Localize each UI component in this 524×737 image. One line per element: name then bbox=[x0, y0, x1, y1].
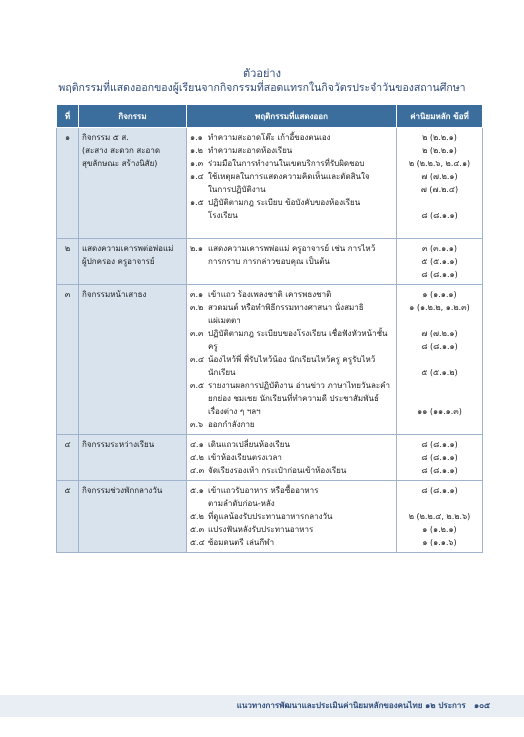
behavior-text: ปฏิบัติตามกฎ ระเบียบ ข้อบังคับของห้องเรียน bbox=[208, 198, 361, 207]
behavior-text: การกราบ การกล่าวขอบคุณ เป็นต้น bbox=[208, 257, 330, 266]
behavior-line bbox=[190, 379, 393, 392]
behavior-number bbox=[190, 392, 208, 405]
indicator-cell bbox=[397, 239, 483, 285]
behavior-text: รายงานผลการปฏิบัติงาน อ่านข่าว ภาษาไทยวันละคำ bbox=[208, 381, 390, 390]
indicator-value: ๓ (๓.๑.๑) bbox=[422, 244, 457, 253]
behavior-line bbox=[190, 438, 393, 451]
behavior-line bbox=[190, 536, 393, 549]
behavior-number: ๔.๓ bbox=[190, 466, 205, 475]
behavior-number: ๔.๒ bbox=[190, 453, 204, 462]
indicator-cell bbox=[397, 285, 483, 435]
indicator-value: ๘ (๘.๑.๑) bbox=[421, 211, 458, 220]
activity-cell bbox=[79, 285, 187, 435]
indicator-value: ๘ (๘.๑.๑) bbox=[421, 342, 458, 351]
behavior-text: ซ้อมดนตรี เล่นกีฬา bbox=[208, 538, 275, 547]
table-row bbox=[57, 128, 483, 239]
behavior-number: ๓.๑ bbox=[190, 290, 204, 299]
behavior-line bbox=[190, 288, 393, 301]
behavior-number: ๓.๓ bbox=[190, 329, 204, 338]
activity-line: กิจกรรมระหว่างเรียน bbox=[82, 440, 155, 449]
behavior-number bbox=[190, 366, 208, 379]
behavior-number: ๒.๑ bbox=[190, 244, 203, 253]
behavior-number: ๓.๖ bbox=[190, 420, 204, 429]
activity-line: (สะสาง สะดวก สะอาด bbox=[82, 146, 161, 155]
behavior-cell bbox=[187, 481, 397, 553]
indicator-cell bbox=[397, 128, 483, 239]
footer-text bbox=[237, 699, 490, 712]
behavior-line bbox=[190, 255, 393, 268]
indicator-value: ๒ (๒.๒.๖, ๒.๔.๑) bbox=[408, 159, 471, 168]
header-behavior: พฤติกรรมที่แสดงออก bbox=[187, 105, 397, 128]
behavior-line bbox=[190, 405, 393, 418]
behavior-line bbox=[190, 183, 393, 196]
indicator-value: ๑ (๑.๑.๑) bbox=[422, 290, 457, 299]
behavior-line bbox=[190, 314, 393, 327]
behavior-line bbox=[190, 418, 393, 431]
behavior-number bbox=[190, 255, 208, 268]
indicator-value: ๕ (๕.๑.๑) bbox=[421, 257, 458, 266]
caption-subtitle: พฤติกรรมที่แสดงออกของผู้เรียนจากกิจกรรมที่สอดแทรกในกิจวัตรประจำวันของสถานศึกษา bbox=[58, 82, 466, 94]
behavior-line bbox=[190, 196, 393, 209]
row-number: ๑ bbox=[57, 128, 79, 239]
indicator-value: ๗ (๗.๒.๑) bbox=[421, 172, 458, 181]
behavior-text: ทำความสะอาดโต๊ะ เก้าอี้ของตนเอง bbox=[208, 133, 331, 142]
activity-cell bbox=[79, 435, 187, 481]
header-no: ที่ bbox=[57, 105, 79, 128]
behavior-line bbox=[190, 301, 393, 314]
activity-line: ผู้ปกครอง ครูอาจารย์ bbox=[82, 257, 155, 266]
activity-line: กิจกรรมหน้าเสาธง bbox=[82, 290, 147, 299]
behavior-line bbox=[190, 353, 393, 366]
indicator-value: ๗ (๗.๒.๑) bbox=[421, 329, 458, 338]
page-number: ๑๐๕ bbox=[473, 701, 490, 710]
activity-line: กิจกรรมช่วงพักกลางวัน bbox=[82, 486, 163, 495]
activity-line: กิจกรรม ๕ ส. bbox=[82, 133, 129, 142]
table-row bbox=[57, 285, 483, 435]
behavior-line bbox=[190, 464, 393, 477]
behavior-line bbox=[190, 144, 393, 157]
footer-title: แนวทางการพัฒนาและประเมินค่านิยมหลักของคนไทย ๑๒ ประการ bbox=[236, 701, 466, 710]
behavior-number: ๑.๕ bbox=[190, 198, 204, 207]
behavior-line bbox=[190, 157, 393, 170]
activity-cell bbox=[79, 128, 187, 239]
indicator-value: ๘ (๘.๑.๑) bbox=[421, 466, 458, 475]
table-header-row bbox=[57, 105, 483, 128]
behavior-text: เดินแถวเปลี่ยนห้องเรียน bbox=[208, 440, 290, 449]
behavior-cell bbox=[187, 239, 397, 285]
indicator-value bbox=[400, 314, 479, 327]
behavior-line bbox=[190, 209, 393, 222]
behavior-line bbox=[190, 510, 393, 523]
behavior-text: ในการปฏิบัติงาน bbox=[208, 185, 266, 194]
indicator-value bbox=[400, 379, 479, 392]
behavior-text: แปรงฟันหลังรับประทานอาหาร bbox=[208, 525, 314, 534]
behavior-text: โรงเรียน bbox=[208, 211, 238, 220]
behavior-text: ตามลำดับก่อน-หลัง bbox=[208, 499, 275, 508]
behavior-number: ๕.๒ bbox=[190, 512, 204, 521]
indicator-value: ๗ (๗.๒.๔) bbox=[420, 185, 459, 194]
behavior-text: ยกย่อง ชมเชย นักเรียนที่ทำความดี ประชาสัมพันธ์ bbox=[208, 394, 379, 403]
behavior-text: เข้าแถว ร้องเพลงชาติ เคารพธงชาติ bbox=[208, 290, 332, 299]
behavior-text: นักเรียน bbox=[208, 368, 236, 377]
behavior-line bbox=[190, 392, 393, 405]
behavior-text: ออกกำลังกาย bbox=[208, 420, 255, 429]
behavior-line bbox=[190, 523, 393, 536]
indicator-value: ๑ (๑.๒.๑) bbox=[422, 525, 457, 534]
behavior-text: สวดมนต์ หรือทำพิธีกรรมทางศาสนา นั่งสมาธิ bbox=[208, 303, 364, 312]
behavior-number bbox=[190, 209, 208, 222]
behavior-number: ๓.๒ bbox=[190, 303, 204, 312]
behavior-number bbox=[190, 314, 208, 327]
row-number: ๒ bbox=[57, 239, 79, 285]
behavior-text: จัดเรียงรองเท้า กระเป๋าก่อนเข้าห้องเรียน bbox=[208, 466, 347, 475]
behavior-number: ๑.๑ bbox=[190, 133, 203, 142]
behavior-cell bbox=[187, 128, 397, 239]
behavior-number: ๕.๔ bbox=[190, 538, 205, 547]
behavior-number: ๑.๔ bbox=[190, 172, 204, 181]
behavior-number: ๓.๔ bbox=[190, 355, 205, 364]
behavior-number: ๑.๓ bbox=[190, 159, 204, 168]
activity-line: สุขลักษณะ สร้างนิสัย) bbox=[82, 159, 158, 168]
table-row bbox=[57, 481, 483, 553]
header-activity: กิจกรรม bbox=[79, 105, 187, 128]
behavior-text: แผ่เมตตา bbox=[208, 316, 241, 325]
indicator-value: ๑ (๑.๒.๒, ๑.๒.๓) bbox=[409, 303, 470, 312]
behavior-line bbox=[190, 497, 393, 510]
indicator-value bbox=[400, 353, 479, 366]
behavior-line bbox=[190, 451, 393, 464]
row-number: ๓ bbox=[57, 285, 79, 435]
behavior-text: น้องไหว้พี่ พี่รับไหว้น้อง นักเรียนไหว้ครู ครูรับไหว้ bbox=[208, 355, 376, 364]
behavior-line bbox=[190, 242, 393, 255]
behavior-cell bbox=[187, 435, 397, 481]
behavior-text: แสดงความเคารพพ่อแม่ ครูอาจารย์ เช่น การไหว้ bbox=[208, 244, 376, 253]
behavior-number bbox=[190, 183, 208, 196]
indicator-value: ๘ (๘.๑.๑) bbox=[421, 440, 458, 449]
indicator-cell bbox=[397, 481, 483, 553]
behavior-number: ๕.๓ bbox=[190, 525, 205, 534]
table-row bbox=[57, 435, 483, 481]
behavior-table bbox=[56, 104, 483, 553]
behavior-line bbox=[190, 366, 393, 379]
activity-line: แสดงความเคารพต่อพ่อแม่ bbox=[82, 244, 174, 253]
indicator-cell bbox=[397, 435, 483, 481]
header-indicator: ค่านิยมหลัก ข้อที่ bbox=[397, 105, 483, 128]
indicator-value: ๑๑ (๑๑.๑.๓) bbox=[417, 407, 462, 416]
behavior-number: ๑.๒ bbox=[190, 146, 203, 155]
indicator-value: ๘ (๘.๑.๑) bbox=[421, 486, 458, 495]
activity-cell bbox=[79, 239, 187, 285]
indicator-value: ๑ (๑.๑.๖) bbox=[422, 538, 457, 547]
behavior-text: ที่ดูแลน้องรับประทานอาหารกลางวัน bbox=[208, 512, 333, 521]
behavior-number bbox=[190, 497, 208, 510]
behavior-line bbox=[190, 131, 393, 144]
row-number: ๕ bbox=[57, 481, 79, 553]
indicator-value bbox=[400, 392, 479, 405]
behavior-text: เข้าห้องเรียนตรงเวลา bbox=[208, 453, 282, 462]
row-number: ๔ bbox=[57, 435, 79, 481]
caption-title: ตัวอย่าง bbox=[243, 67, 281, 80]
behavior-text: ทำความสะอาดห้องเรียน bbox=[208, 146, 293, 155]
behavior-number: ๓.๕ bbox=[190, 381, 205, 390]
indicator-value: ๒ (๒.๒.๑) bbox=[422, 146, 457, 155]
behavior-number: ๔.๑ bbox=[190, 440, 204, 449]
activity-cell bbox=[79, 481, 187, 553]
indicator-value bbox=[400, 222, 479, 235]
behavior-number: ๕.๑ bbox=[190, 486, 204, 495]
behavior-line bbox=[190, 484, 393, 497]
behavior-number bbox=[190, 405, 208, 418]
indicator-value bbox=[400, 196, 479, 209]
behavior-text: ปฏิบัติตามกฎ ระเบียบของโรงเรียน เชื่อฟังหัวหน้าชั้น ครู bbox=[208, 329, 388, 351]
behavior-text: ใช้เหตุผลในการแสดงความคิดเห็นและตัดสินใจ bbox=[208, 172, 370, 181]
behavior-text: เข้าแถวรับอาหาร หรือซื้ออาหาร bbox=[208, 486, 319, 495]
indicator-value: ๒ (๒.๒.๔, ๒.๒.๖) bbox=[408, 512, 471, 521]
behavior-line bbox=[190, 327, 393, 353]
indicator-value: ๒ (๒.๒.๑) bbox=[422, 133, 457, 142]
indicator-value: ๘ (๘.๑.๑) bbox=[421, 270, 458, 279]
behavior-text: เรื่องต่าง ๆ ฯลฯ bbox=[208, 407, 261, 416]
behavior-text: ร่วมมือในการทำงานในเขตบริการที่รับผิดชอบ bbox=[208, 159, 365, 168]
indicator-value: ๘ (๘.๑.๑) bbox=[421, 453, 458, 462]
indicator-value: ๕ (๕.๑.๒) bbox=[421, 368, 458, 377]
behavior-line bbox=[190, 170, 393, 183]
indicator-value bbox=[400, 497, 479, 510]
table-row bbox=[57, 239, 483, 285]
behavior-cell bbox=[187, 285, 397, 435]
